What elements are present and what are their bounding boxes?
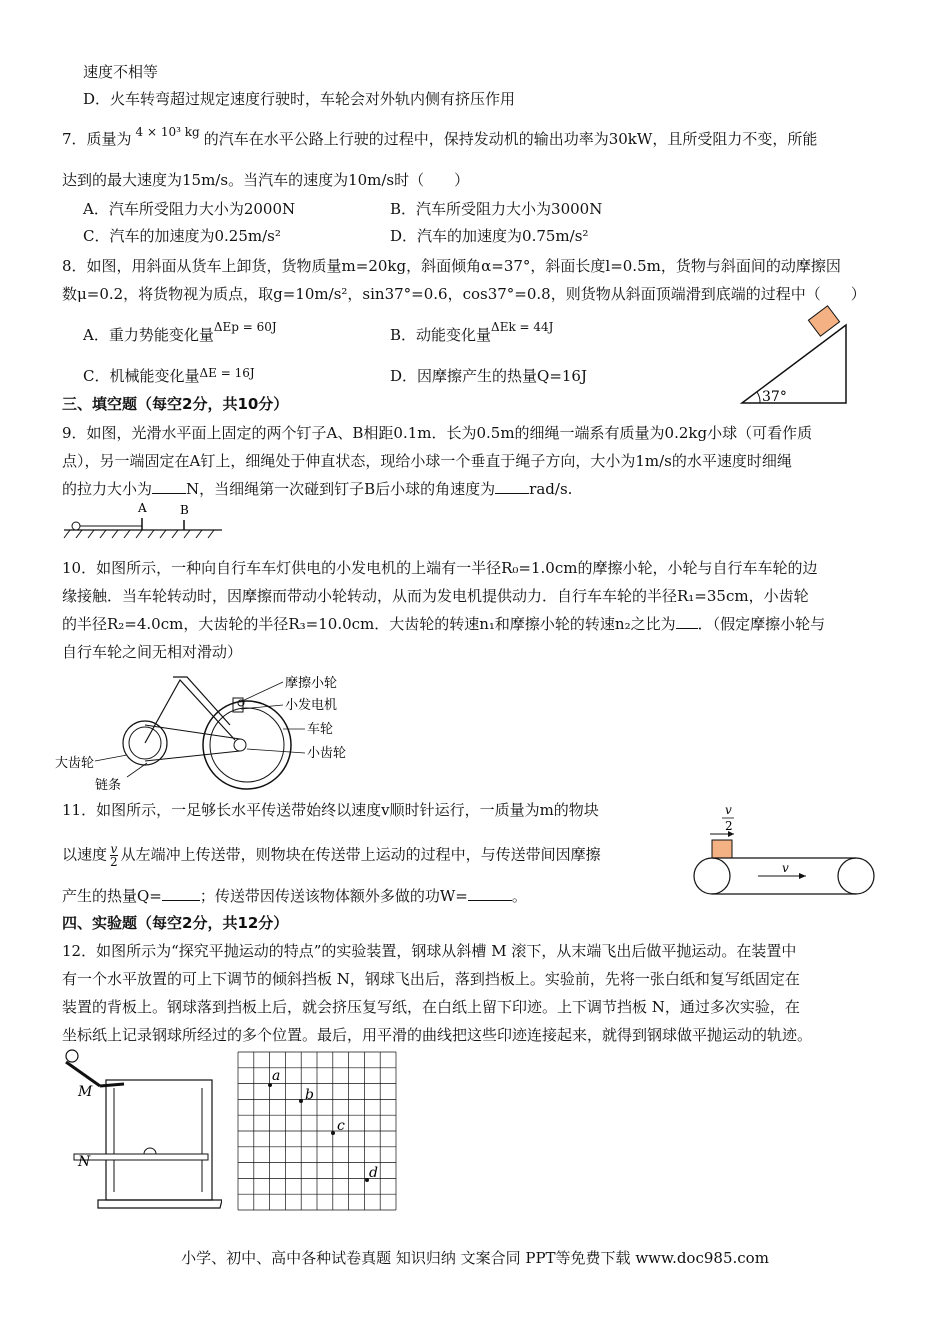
chain-label: 链条 <box>95 778 122 793</box>
point-c-label: c <box>337 1118 345 1134</box>
option-b: B．动能变化量$^{\Delta Ek = 44J}$ <box>390 320 554 344</box>
question-9-line: 9．如图，光滑水平面上固定的两个钉子A、B相距0.1m．长为0.5m的细绳一端系有质量为0.2kg小球（可看作质 <box>62 424 813 442</box>
answer-blank[interactable] <box>162 886 200 901</box>
point-d-label: d <box>369 1165 378 1181</box>
option-d: D．因摩擦产生的热量Q=16J <box>390 367 587 385</box>
question-11-line: 产生的热量Q= ；传送带因传送该物体额外多做的功W= 。 <box>62 887 527 905</box>
option-d-line: D．火车转弯超过规定速度行驶时，车轮会对外轨内侧有挤压作用 <box>83 90 516 108</box>
question-8-line: 8．如图，用斜面从货车上卸货，货物质量m=20kg，斜面倾角α=37°，斜面长度l=0.5m，货物与斜面间的动摩擦因 <box>62 257 841 275</box>
text-line: 速度不相等 <box>83 63 159 81</box>
question-7-line: 达到的最大速度为15m/s。当汽车的速度为10m/s时（ ） <box>62 171 470 189</box>
label-n: N <box>78 1154 91 1170</box>
option-a: A．汽车所受阻力大小为2000N <box>83 200 296 218</box>
mass-value: 4 × 10³ kg <box>135 125 200 139</box>
big-gear-label: 大齿轮 <box>55 756 95 771</box>
small-gear-label: 小齿轮 <box>307 746 347 761</box>
option-b: B．汽车所受阻力大小为3000N <box>390 200 603 218</box>
option-a: A．重力势能变化量$^{\Delta Ep = 60J}$ <box>83 320 277 344</box>
question-10-line: 缘接触．当车轮转动时，因摩擦而带动小轮转动，从而为发电机提供动力．自行车车轮的半径R₁=35cm，小齿轮 <box>62 587 809 605</box>
question-10-line: 的半径R₂=4.0cm，大齿轮的半径R₃=10.0cm．大齿轮的转速n₁和摩擦小轮的转速n₂之比为 ．（假定摩擦小轮与 <box>62 615 826 633</box>
belt-speed-label: v <box>782 861 789 875</box>
point-b-label: b <box>305 1087 314 1103</box>
incline-figure <box>738 305 858 407</box>
answer-blank[interactable] <box>152 479 186 494</box>
formula: ΔE = 16J <box>199 366 255 380</box>
question-7-line: 7．质量为 $^{4 \times 10^3 kg}$ 的汽车在水平公路上行驶的过程中，保持发动机的输出功率为30kW，且所受阻力不变，所能 <box>62 125 818 148</box>
belt-figure <box>688 800 884 900</box>
point-c <box>331 1131 335 1135</box>
question-12-line: 装置的背板上。钢球落到挡板上后，就会挤压复写纸，在白纸上留下印迹。上下调节挡板 N，通过多次实验，在 <box>62 998 800 1016</box>
section-heading: 四、实验题（每空2分，共12分） <box>62 914 289 932</box>
question-11-line: 11．如图所示，一足够长水平传送带始终以速度v顺时针运行，一质量为m的物块 <box>62 801 599 819</box>
belt-top-num: v <box>725 803 732 817</box>
question-12-line: 坐标纸上记录钢球所经过的多个位置。最后，用平滑的曲线把这些印迹连接起来，就得到钢球做平抛运动的轨迹。 <box>62 1026 813 1044</box>
friction-wheel-label: 摩擦小轮 <box>285 676 338 691</box>
peg-b-label: B <box>180 503 189 517</box>
question-10-line: 自行车轮之间无相对滑动） <box>62 643 243 661</box>
pegs-figure <box>62 500 232 542</box>
point-a-label: a <box>272 1068 281 1084</box>
option-c: C．机械能变化量$^{\Delta E = 16J}$ <box>83 366 255 385</box>
question-11-line: 以速度 $\frac{v}{2}$ 从左端冲上传送带，则物块在传送带上运动的过程中，与传送带间因摩擦 <box>62 842 601 869</box>
option-d: D．汽车的加速度为0.75m/s² <box>390 227 589 245</box>
fraction: $\frac{v}{2}$ <box>110 842 118 869</box>
trajectory-grid <box>236 1050 406 1215</box>
angle-label: 37° <box>762 389 787 405</box>
answer-blank[interactable] <box>468 886 512 901</box>
question-9-line: 的拉力大小为 N，当细绳第一次碰到钉子B后小球的角速度为 rad/s. <box>62 480 573 498</box>
point-b <box>299 1099 303 1103</box>
generator-label: 小发电机 <box>285 698 338 713</box>
formula: ΔEk = 44J <box>491 320 554 334</box>
footer: 小学、初中、高中各种试卷真题 知识归纳 文案合同 PPT等免费下载 www.doc985.com <box>181 1249 769 1267</box>
option-c: C．汽车的加速度为0.25m/s² <box>83 227 281 245</box>
question-9-line: 点），另一端固定在A钉上，细绳处于伸直状态，现给小球一个垂直于绳子方向，大小为1m/s的水平速度时细绳 <box>62 452 792 470</box>
question-12-line: 12．如图所示为“探究平抛运动的特点”的实验装置，钢球从斜槽 M 滚下，从末端飞出后做平抛运动。在装置中 <box>62 942 797 960</box>
question-10-line: 10．如图所示，一种向自行车车灯供电的小发电机的上端有一半径R₀=1.0cm的摩擦小轮，小轮与自行车车轮的边 <box>62 559 818 577</box>
question-12-line: 有一个水平放置的可上下调节的倾斜挡板 N，钢球飞出后，落到挡板上。实验前，先将一张白纸和复写纸固定在 <box>62 970 800 988</box>
belt-top-den: 2 <box>725 819 733 833</box>
answer-blank[interactable] <box>495 479 529 494</box>
wheel-label: 车轮 <box>307 722 334 737</box>
peg-a-label: A <box>138 501 147 515</box>
label-m: M <box>78 1084 93 1100</box>
section-heading: 三、填空题（每空2分，共10分） <box>62 395 289 413</box>
formula: ΔEp = 60J <box>213 320 277 334</box>
answer-blank[interactable] <box>676 614 698 629</box>
question-8-line: 数μ=0.2，将货物视为质点，取g=10m/s²，sin37°=0.6，cos37°=0.8，则货物从斜面顶端滑到底端的过程中（ ） <box>62 285 866 303</box>
bicycle-figure <box>55 665 385 793</box>
apparatus-figure <box>62 1048 222 1212</box>
